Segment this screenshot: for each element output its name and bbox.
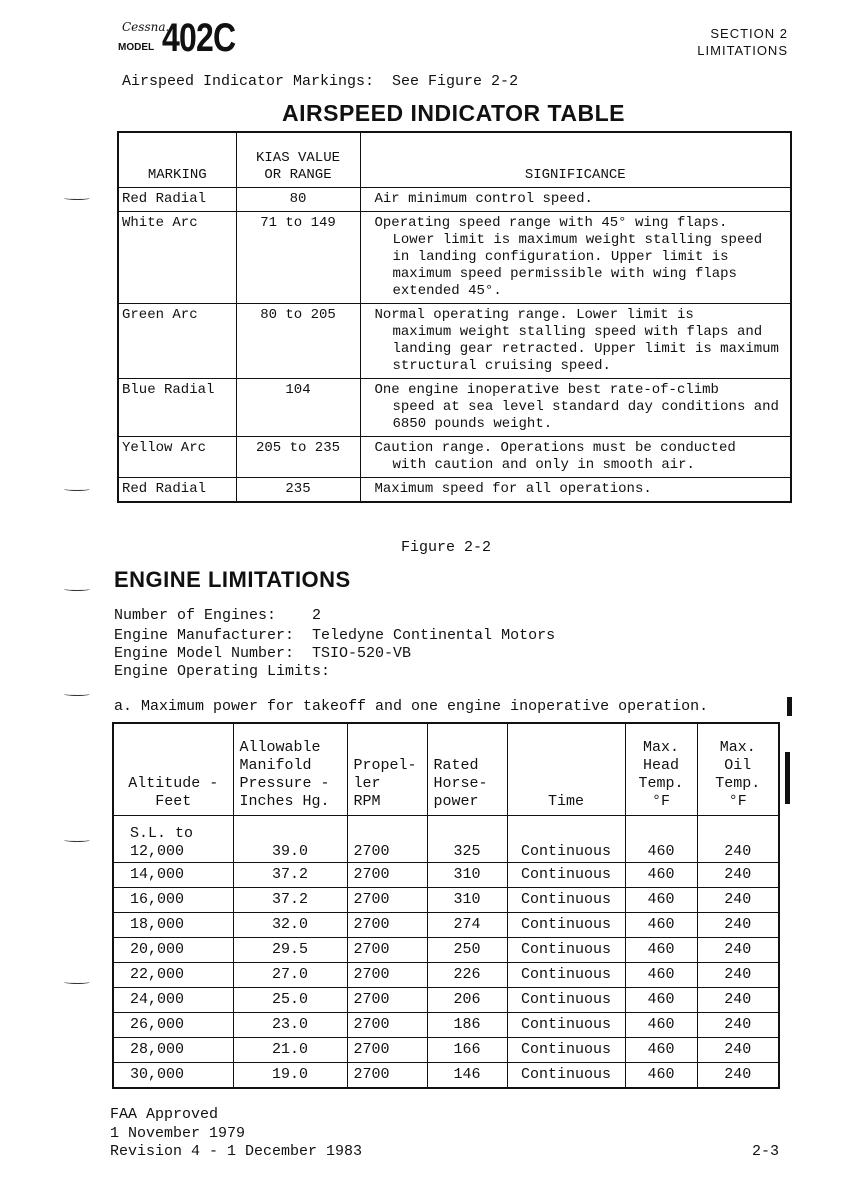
cell-time: Continuous	[507, 816, 625, 863]
cell-rpm: 2700	[347, 913, 427, 938]
significance-first-line: Normal operating range. Lower limit is	[374, 307, 694, 323]
scan-mark	[64, 587, 90, 591]
header-line: RPM	[353, 793, 381, 810]
section-subtitle: LIMITATIONS	[697, 43, 788, 58]
header-marking: MARKING	[118, 132, 236, 188]
cell-rpm: 2700	[347, 988, 427, 1013]
table-row	[113, 938, 779, 963]
cell-kias: 235	[236, 478, 360, 503]
header-line: Allowable	[239, 739, 321, 756]
cell-significance	[360, 478, 791, 503]
power-note: a. Maximum power for takeoff and one engine inoperative operation.	[114, 698, 709, 715]
cell-altitude: 26,000	[113, 1013, 233, 1038]
engine-limitations-title: ENGINE LIMITATIONS	[114, 567, 351, 592]
cell-rpm: 2700	[347, 938, 427, 963]
cell-altitude: 22,000	[113, 963, 233, 988]
cell-marking: Red Radial	[118, 188, 236, 212]
cell-head-temp: 460	[625, 863, 697, 888]
cell-manifold-pressure: 21.0	[233, 1038, 347, 1063]
engine-limits-table	[112, 722, 780, 1089]
significance-continuation: speed at sea level standard day conditions and 6850 pounds weight.	[392, 399, 779, 432]
significance-first-line: Air minimum control speed.	[374, 191, 593, 207]
airspeed-indicator-table	[117, 131, 792, 503]
header-time	[507, 723, 625, 816]
cell-significance	[360, 304, 791, 379]
table-row	[118, 304, 791, 379]
footer-approval: FAA Approved	[110, 1106, 219, 1123]
cell-rpm: 2700	[347, 1038, 427, 1063]
cell-kias: 80 to 205	[236, 304, 360, 379]
header-line: ler	[353, 775, 381, 792]
cell-manifold-pressure: 39.0	[233, 816, 347, 863]
cell-head-temp: 460	[625, 1063, 697, 1089]
header-line: Inches Hg.	[239, 793, 330, 810]
table-row	[118, 212, 791, 304]
header-rpm	[347, 723, 427, 816]
table-header-row	[118, 132, 791, 188]
cell-rpm: 2700	[347, 963, 427, 988]
cell-head-temp: 460	[625, 888, 697, 913]
spec-manufacturer: Engine Manufacturer: Teledyne Continental Motors	[114, 627, 556, 644]
spec-number-of-engines: Number of Engines: 2	[114, 607, 322, 624]
header-kias: KIAS VALUE OR RANGE	[236, 132, 360, 188]
header-oil-temp	[697, 723, 779, 816]
cell-rpm: 2700	[347, 1013, 427, 1038]
cell-manifold-pressure: 27.0	[233, 963, 347, 988]
figure-caption: Figure 2-2	[401, 539, 492, 556]
cell-altitude: 14,000	[113, 863, 233, 888]
cell-oil-temp: 240	[697, 888, 779, 913]
cell-rpm: 2700	[347, 1063, 427, 1089]
cell-manifold-pressure: 29.5	[233, 938, 347, 963]
header-line: °F	[651, 793, 670, 810]
cell-oil-temp: 240	[697, 1013, 779, 1038]
table-row	[113, 1063, 779, 1089]
cell-manifold-pressure: 19.0	[233, 1063, 347, 1089]
cell-time: Continuous	[507, 963, 625, 988]
header-line: Max.	[642, 739, 679, 756]
footer-revision: Revision 4 - 1 December 1983	[110, 1143, 363, 1160]
header-manifold-pressure	[233, 723, 347, 816]
spec-model-number: Engine Model Number: TSIO-520-VB	[114, 645, 412, 662]
cell-altitude: 20,000	[113, 938, 233, 963]
cell-time: Continuous	[507, 1013, 625, 1038]
cell-manifold-pressure: 37.2	[233, 888, 347, 913]
cell-horsepower: 186	[427, 1013, 507, 1038]
scan-mark	[64, 692, 90, 696]
cell-head-temp: 460	[625, 816, 697, 863]
brand-logo: Cessna.	[122, 20, 170, 34]
header-line: Max.	[719, 739, 756, 756]
cell-marking: Blue Radial	[118, 379, 236, 437]
cell-time: Continuous	[507, 1063, 625, 1089]
cell-manifold-pressure: 23.0	[233, 1013, 347, 1038]
cell-rpm: 2700	[347, 863, 427, 888]
section-title: SECTION 2	[710, 26, 788, 41]
header-line: power	[433, 793, 479, 810]
header-line: Pressure -	[239, 775, 330, 792]
scan-mark	[64, 838, 90, 842]
header-horsepower	[427, 723, 507, 816]
cell-altitude: 18,000	[113, 913, 233, 938]
cell-horsepower: 310	[427, 863, 507, 888]
significance-first-line: One engine inoperative best rate-of-climb	[374, 382, 719, 398]
table-row	[113, 988, 779, 1013]
cell-head-temp: 460	[625, 963, 697, 988]
cell-rpm: 2700	[347, 888, 427, 913]
model-number: 402C	[162, 16, 236, 60]
header-head-temp	[625, 723, 697, 816]
significance-continuation: with caution and only in smooth air.	[392, 457, 695, 473]
cell-head-temp: 460	[625, 913, 697, 938]
airspeed-table-title: AIRSPEED INDICATOR TABLE	[282, 100, 625, 126]
cell-head-temp: 460	[625, 1038, 697, 1063]
airspeed-note: Airspeed Indicator Markings: See Figure 2-2	[122, 73, 519, 90]
cell-altitude: 24,000	[113, 988, 233, 1013]
cell-manifold-pressure: 32.0	[233, 913, 347, 938]
header-line: Oil	[724, 757, 752, 774]
cell-manifold-pressure: 25.0	[233, 988, 347, 1013]
cell-altitude: 28,000	[113, 1038, 233, 1063]
cell-head-temp: 460	[625, 988, 697, 1013]
table-row	[113, 863, 779, 888]
page-number: 2-3	[752, 1143, 780, 1160]
cell-time: Continuous	[507, 988, 625, 1013]
header-line: Head	[642, 757, 679, 774]
cell-rpm: 2700	[347, 816, 427, 863]
cell-oil-temp: 240	[697, 913, 779, 938]
cell-marking: Green Arc	[118, 304, 236, 379]
cell-oil-temp: 240	[697, 816, 779, 863]
header-line: Horse-	[433, 775, 488, 792]
cell-manifold-pressure: 37.2	[233, 863, 347, 888]
table-row	[118, 188, 791, 212]
cell-oil-temp: 240	[697, 1038, 779, 1063]
header-line: Propel-	[353, 757, 417, 774]
cell-marking: Yellow Arc	[118, 437, 236, 478]
cell-kias: 104	[236, 379, 360, 437]
cell-head-temp: 460	[625, 1013, 697, 1038]
model-label: MODEL	[118, 42, 155, 53]
cell-time: Continuous	[507, 863, 625, 888]
table-row	[118, 379, 791, 437]
table-row	[113, 1013, 779, 1038]
table-row	[118, 478, 791, 503]
footer-date: 1 November 1979	[110, 1125, 246, 1142]
header-line: Temp.	[715, 775, 761, 792]
scan-mark	[64, 980, 90, 984]
header-line: Feet	[155, 793, 192, 810]
cell-horsepower: 166	[427, 1038, 507, 1063]
header-line: °F	[728, 793, 747, 810]
cell-time: Continuous	[507, 938, 625, 963]
spec-operating-limits: Engine Operating Limits:	[114, 663, 331, 680]
cell-kias: 80	[236, 188, 360, 212]
revision-bar	[787, 697, 792, 716]
table-row	[113, 1038, 779, 1063]
scan-mark	[64, 196, 90, 200]
table-row	[118, 437, 791, 478]
table-row	[113, 913, 779, 938]
significance-continuation: Lower limit is maximum weight stalling speed in landing configuration. Upper limit is maximum speed permissible with wing flaps extended 45°.	[392, 232, 763, 299]
table-header-row	[113, 723, 779, 816]
cell-kias: 71 to 149	[236, 212, 360, 304]
cell-horsepower: 310	[427, 888, 507, 913]
significance-continuation: maximum weight stalling speed with flaps and landing gear retracted. Upper limit is maximum structural cruising speed.	[392, 324, 779, 374]
header-altitude	[113, 723, 233, 816]
header-line: Time	[547, 793, 584, 810]
significance-first-line: Caution range. Operations must be conducted	[374, 440, 736, 456]
header-line: Temp.	[638, 775, 684, 792]
header-line: Rated	[433, 757, 479, 774]
cell-head-temp: 460	[625, 938, 697, 963]
cell-altitude: 30,000	[113, 1063, 233, 1089]
cell-horsepower: 274	[427, 913, 507, 938]
cell-horsepower: 146	[427, 1063, 507, 1089]
scan-mark	[64, 487, 90, 491]
cell-significance	[360, 379, 791, 437]
table-row	[113, 963, 779, 988]
cell-significance	[360, 212, 791, 304]
cell-horsepower: 325	[427, 816, 507, 863]
cell-time: Continuous	[507, 888, 625, 913]
cell-significance	[360, 437, 791, 478]
cell-kias: 205 to 235	[236, 437, 360, 478]
cell-marking: White Arc	[118, 212, 236, 304]
significance-first-line: Operating speed range with 45° wing flaps.	[374, 215, 728, 231]
cell-time: Continuous	[507, 913, 625, 938]
cell-horsepower: 250	[427, 938, 507, 963]
cell-horsepower: 226	[427, 963, 507, 988]
cell-altitude: 16,000	[113, 888, 233, 913]
header-line: Manifold	[239, 757, 312, 774]
table-row	[113, 888, 779, 913]
cell-oil-temp: 240	[697, 863, 779, 888]
cell-oil-temp: 240	[697, 938, 779, 963]
cell-time: Continuous	[507, 1038, 625, 1063]
table-row	[113, 816, 779, 863]
cell-oil-temp: 240	[697, 988, 779, 1013]
revision-bar	[785, 752, 790, 804]
header-line: Altitude -	[128, 775, 219, 792]
cell-marking: Red Radial	[118, 478, 236, 503]
cell-altitude: S.L. to 12,000	[113, 816, 233, 863]
cell-significance	[360, 188, 791, 212]
header-significance: SIGNIFICANCE	[360, 132, 791, 188]
cell-oil-temp: 240	[697, 963, 779, 988]
significance-first-line: Maximum speed for all operations.	[374, 481, 652, 497]
cell-horsepower: 206	[427, 988, 507, 1013]
cell-oil-temp: 240	[697, 1063, 779, 1089]
